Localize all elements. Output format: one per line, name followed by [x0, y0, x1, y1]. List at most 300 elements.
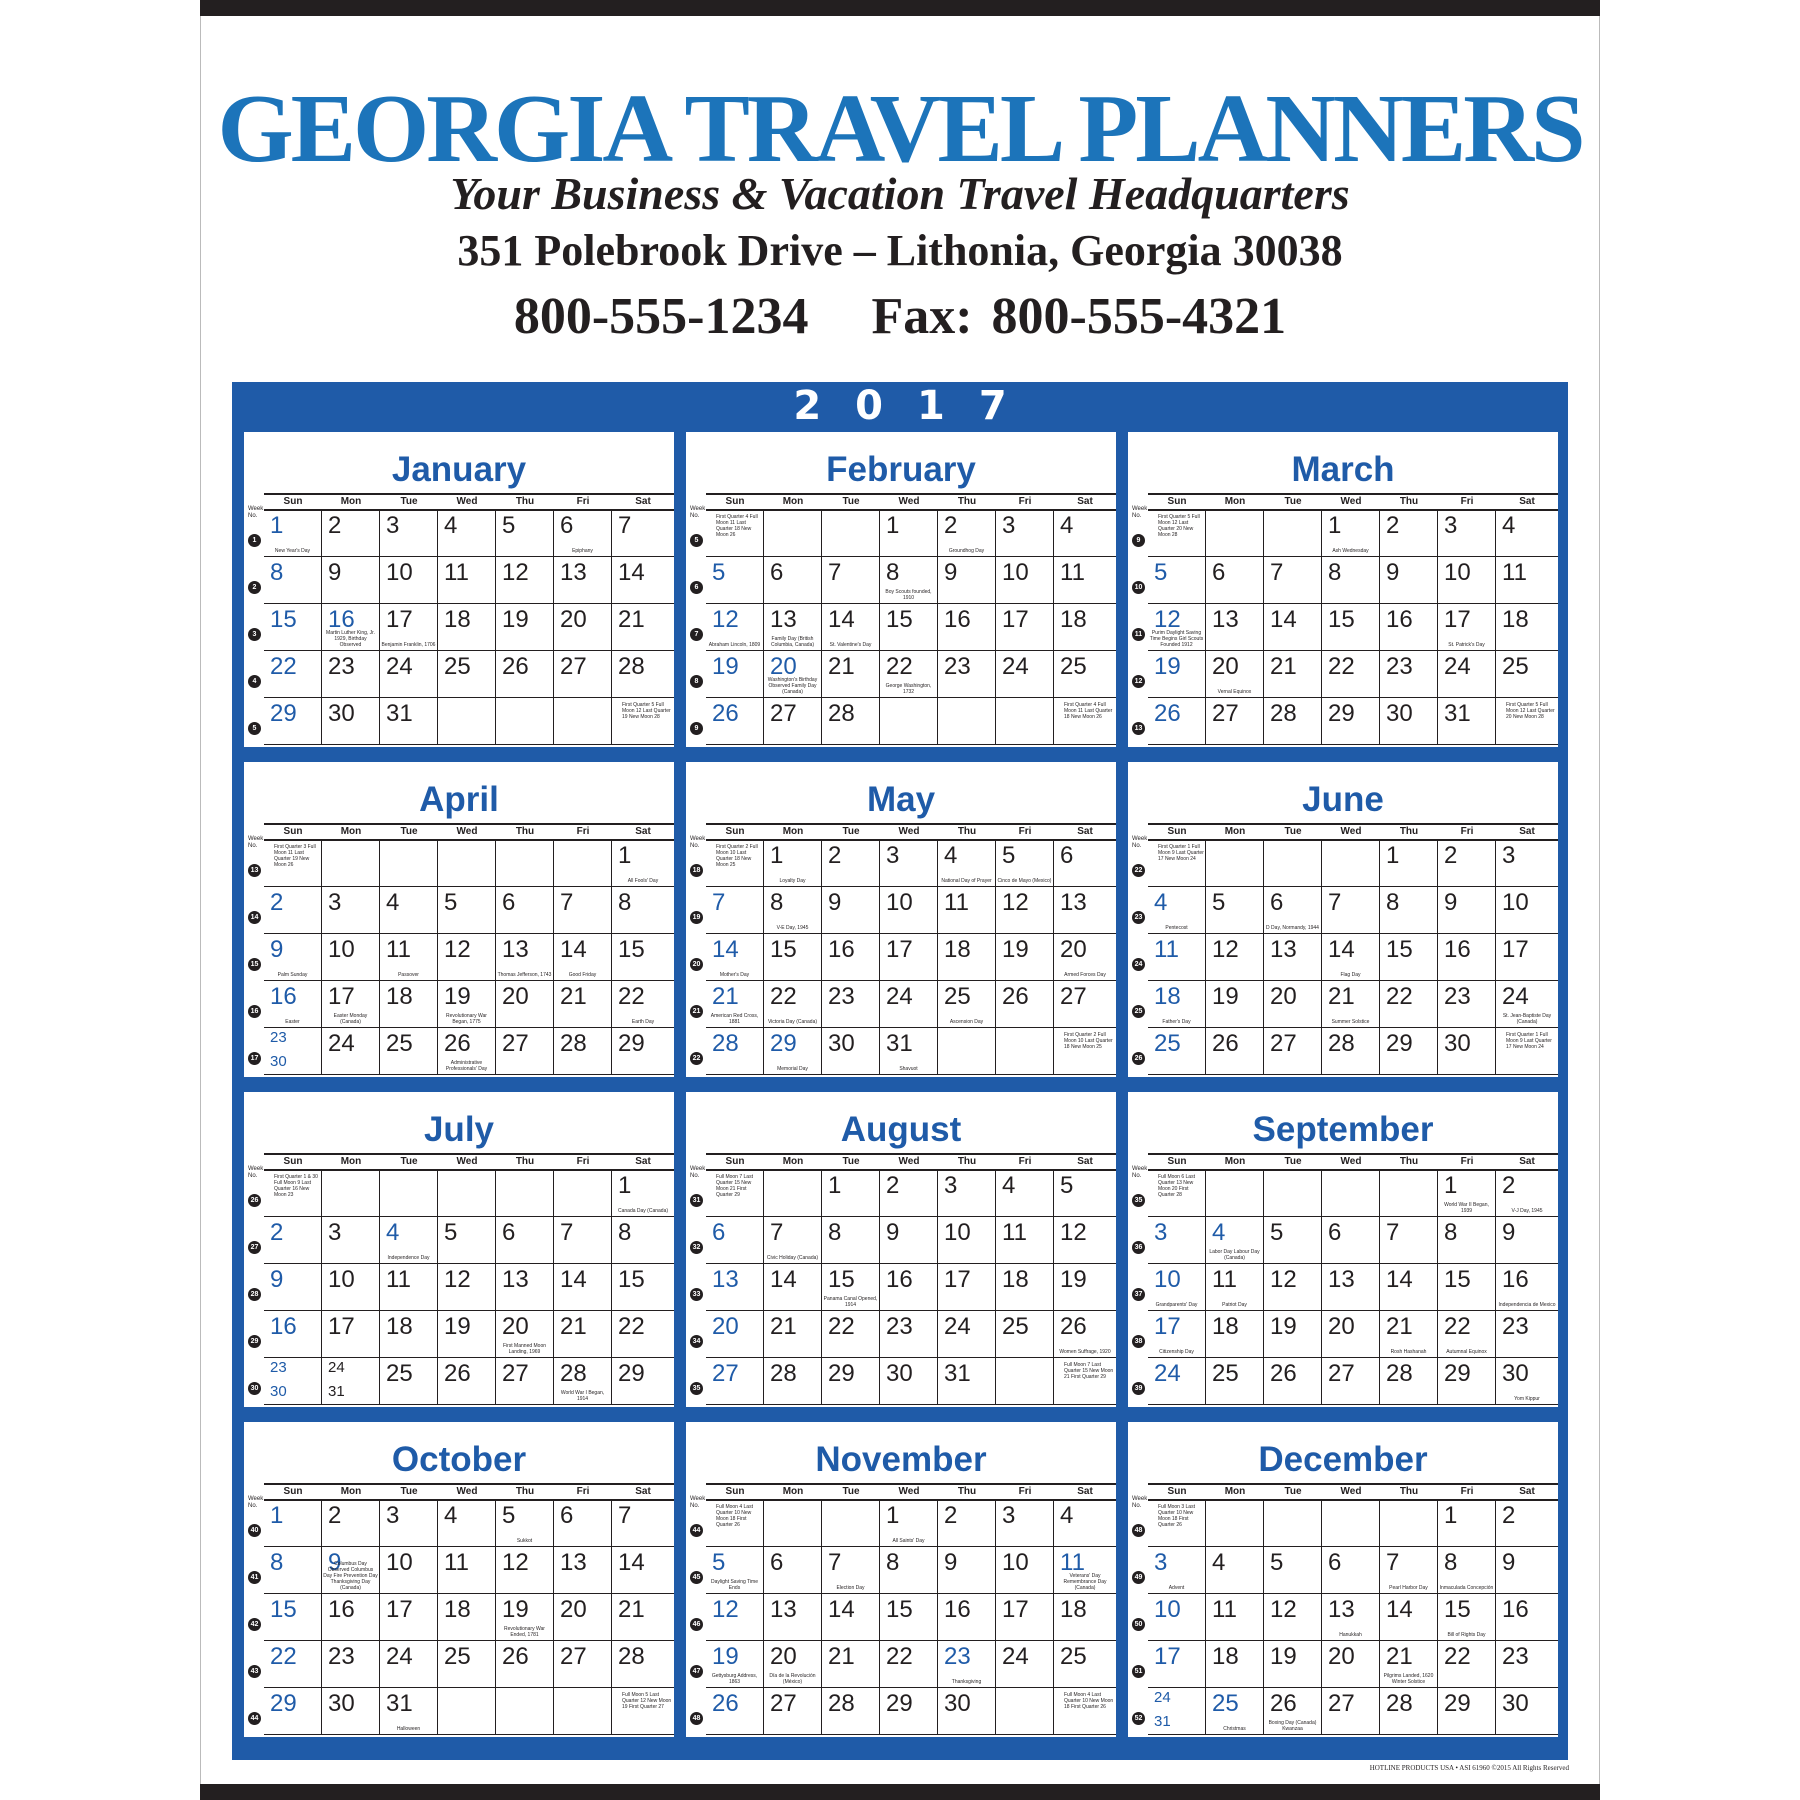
day-cell	[706, 981, 764, 1028]
day-number: 12	[444, 1266, 471, 1293]
day-cell	[264, 934, 322, 981]
day-number: 23	[328, 653, 355, 680]
moon-phases: First Quarter 3 Full Moon 11 Last Quarter 19 New Moon 26	[274, 844, 316, 868]
day-number: 18	[1212, 1643, 1239, 1670]
day-number: 13	[502, 1266, 529, 1293]
weekday-label: Fri	[576, 1486, 590, 1497]
day-number: 2	[1444, 842, 1458, 869]
day-cell	[764, 1641, 822, 1688]
day-cell	[706, 698, 764, 745]
day-number: 22	[886, 1643, 913, 1670]
day-cell	[822, 1170, 880, 1217]
holiday-note: Inmaculada Concepción	[1439, 1585, 1494, 1591]
day-number: 6	[1328, 1549, 1342, 1576]
week-number: 1	[248, 534, 261, 547]
moon-phases: Full Moon 7 Last Quarter 15 New Moon 21 First Quarter 29	[716, 1174, 753, 1198]
day-cell	[996, 1641, 1054, 1688]
day-cell	[764, 1594, 822, 1641]
day-number: 27	[770, 1690, 797, 1717]
day-cell	[938, 1358, 996, 1405]
day-cell	[496, 604, 554, 651]
day-number: 23	[944, 1643, 971, 1670]
day-cell	[938, 1264, 996, 1311]
day-cell	[380, 1311, 438, 1358]
month-october	[244, 1422, 674, 1737]
month-name: April	[419, 780, 499, 819]
day-cell	[1438, 1500, 1496, 1547]
day-cell	[1438, 840, 1496, 887]
month-april	[244, 762, 674, 1077]
day-number: 13	[770, 606, 797, 633]
holiday-note: Panama Canal Opened, 1914	[823, 1296, 878, 1308]
holiday-note: Ash Wednesday	[1332, 548, 1369, 554]
day-cell	[322, 1170, 380, 1217]
holiday-note: Veterans' Day Remembrance Day (Canada)	[1063, 1573, 1107, 1591]
day-number: 1	[270, 512, 284, 539]
day-number: 27	[1328, 1690, 1355, 1717]
day-number: 27	[1060, 983, 1087, 1010]
day-number: 3	[386, 512, 400, 539]
day-cell	[1206, 557, 1264, 604]
day-number: 3	[328, 889, 342, 916]
day-number: 24	[1002, 653, 1029, 680]
day-cell	[1496, 1028, 1558, 1075]
year-title: 2017	[793, 383, 1041, 429]
day-cell	[264, 651, 322, 698]
holiday-note: Pentecost	[1165, 925, 1188, 931]
day-number: 14	[828, 606, 855, 633]
week-number: 6	[690, 581, 703, 594]
day-number: 20	[1328, 1313, 1355, 1340]
day-number: 31	[386, 1690, 413, 1717]
day-cell	[996, 604, 1054, 651]
day-grid	[706, 510, 1116, 747]
day-cell	[706, 1594, 764, 1641]
moon-phases: Full Moon 6 Last Quarter 13 New Moon 20 First Quarter 28	[1158, 1174, 1195, 1198]
day-number: 7	[1386, 1219, 1400, 1246]
day-number: 20	[1328, 1643, 1355, 1670]
day-cell	[1206, 1217, 1264, 1264]
day-cell	[612, 698, 674, 745]
week-number: 48	[1132, 1524, 1145, 1537]
day-cell	[706, 887, 764, 934]
day-cell	[322, 604, 380, 651]
weekday-label: Wed	[1340, 1486, 1362, 1497]
day-number: 1	[886, 1502, 900, 1529]
week-number: 38	[1132, 1335, 1145, 1348]
day-number: 29	[1444, 1360, 1471, 1387]
weekday-label: Thu	[515, 1156, 535, 1167]
day-number: 27	[1328, 1360, 1355, 1387]
day-cell	[1380, 1170, 1438, 1217]
day-cell	[996, 1170, 1054, 1217]
day-number: 3	[386, 1502, 400, 1529]
day-cell	[1054, 981, 1116, 1028]
day-cell	[822, 1688, 880, 1735]
day-number: 12	[502, 1549, 529, 1576]
day-cell	[1438, 510, 1496, 557]
day-number: 10	[1444, 559, 1471, 586]
day-cell	[1206, 1500, 1264, 1547]
day-cell	[438, 1688, 496, 1735]
week-number-label: Week No.	[248, 1166, 264, 1179]
day-cell	[822, 651, 880, 698]
day-number: 16	[1444, 936, 1471, 963]
day-number: 28	[1328, 1030, 1355, 1057]
day-cell	[1264, 1170, 1322, 1217]
day-cell	[880, 840, 938, 887]
day-cell	[1054, 698, 1116, 745]
month-name: January	[391, 450, 527, 489]
day-number: 7	[712, 889, 726, 916]
day-cell	[822, 604, 880, 651]
day-cell	[1054, 1641, 1116, 1688]
day-number: 6	[502, 1219, 516, 1246]
day-cell	[996, 887, 1054, 934]
day-cell	[1148, 1264, 1206, 1311]
day-cell	[1264, 1594, 1322, 1641]
weekday-header	[264, 493, 674, 511]
day-cell	[496, 1264, 554, 1311]
day-cell	[554, 1688, 612, 1735]
holiday-note: Boy Scouts founded, 1910	[885, 589, 932, 601]
moon-phases: First Quarter 1 & 30 Full Moon 9 Last Quarter 16 New Moon 23	[274, 1174, 318, 1198]
day-number: 13	[1270, 936, 1297, 963]
holiday-note: Flag Day	[1340, 972, 1361, 978]
day-cell	[1380, 604, 1438, 651]
day-cell	[264, 840, 322, 887]
day-cell	[996, 651, 1054, 698]
month-name: February	[826, 450, 976, 489]
week-number: 37	[1132, 1288, 1145, 1301]
day-cell	[438, 934, 496, 981]
day-cell	[938, 1500, 996, 1547]
day-cell	[706, 604, 764, 651]
day-number: 1	[618, 1172, 632, 1199]
day-number: 2	[1386, 512, 1400, 539]
day-cell	[1054, 1264, 1116, 1311]
weekday-header	[1148, 493, 1558, 511]
day-cell	[764, 1028, 822, 1075]
holiday-note: Martin Luther King, Jr. 1929, Birthday Observed	[326, 630, 375, 648]
weekday-label: Fri	[576, 1156, 590, 1167]
day-cell	[880, 1547, 938, 1594]
company-name: GEORGIA TRAVEL PLANNERS	[217, 75, 1583, 183]
day-number: 20	[502, 983, 529, 1010]
holiday-note: V-J Day, 1945	[1511, 1208, 1543, 1214]
day-number: 20	[502, 1313, 529, 1340]
day-cell	[706, 840, 764, 887]
day-cell	[1496, 1594, 1558, 1641]
day-number: 12	[1212, 936, 1239, 963]
day-cell	[996, 1547, 1054, 1594]
holiday-note: Sukkot	[516, 1538, 533, 1544]
week-number: 20	[690, 958, 703, 971]
day-cell	[880, 1028, 938, 1075]
day-cell	[1322, 604, 1380, 651]
day-cell	[612, 510, 674, 557]
day-number: 12	[1002, 889, 1029, 916]
day-number: 7	[770, 1219, 784, 1246]
day-cell	[380, 510, 438, 557]
day-cell	[1496, 840, 1558, 887]
day-number: 27	[1270, 1030, 1297, 1057]
day-cell	[938, 981, 996, 1028]
day-cell	[1148, 1358, 1206, 1405]
day-number: 10	[328, 1266, 355, 1293]
day-cell	[1054, 1028, 1116, 1075]
day-cell	[1148, 981, 1206, 1028]
day-number: 13	[712, 1266, 739, 1293]
day-cell	[1380, 510, 1438, 557]
day-cell	[1206, 510, 1264, 557]
day-number: 17	[386, 1596, 413, 1623]
day-cell	[496, 1594, 554, 1641]
day-number: 25	[1212, 1690, 1239, 1717]
weekday-label: Thu	[1399, 1486, 1419, 1497]
week-number: 46	[690, 1618, 703, 1631]
weekday-label: Mon	[1224, 1486, 1246, 1497]
week-number: 9	[690, 722, 703, 735]
day-number: 30	[1444, 1030, 1471, 1057]
day-number: 16	[270, 1313, 297, 1340]
day-number: 6	[712, 1219, 726, 1246]
day-number: 11	[1212, 1266, 1237, 1293]
day-number: 24	[386, 1643, 413, 1670]
holiday-note: Boxing Day (Canada) Kwanzaa	[1268, 1720, 1317, 1732]
weekday-label: Sat	[1077, 1156, 1093, 1167]
day-number: 24	[386, 653, 413, 680]
day-cell	[706, 651, 764, 698]
day-cell	[264, 1547, 322, 1594]
day-cell	[1322, 981, 1380, 1028]
week-number-label: Week No.	[1132, 1166, 1148, 1179]
weekday-label: Fri	[1460, 496, 1474, 507]
day-number: 29	[1444, 1690, 1471, 1717]
day-number: 6	[1328, 1219, 1342, 1246]
day-cell	[612, 1594, 674, 1641]
day-cell	[264, 1500, 322, 1547]
day-number: 31	[328, 1383, 345, 1400]
day-cell	[1148, 1028, 1206, 1075]
holiday-note: Hanukkah	[1339, 1632, 1362, 1638]
day-cell	[1322, 1170, 1380, 1217]
day-cell	[1380, 557, 1438, 604]
day-cell	[380, 1688, 438, 1735]
day-cell	[554, 1358, 612, 1405]
day-cell	[822, 1641, 880, 1688]
week-number: 10	[1132, 581, 1145, 594]
day-number: 30	[328, 1690, 355, 1717]
day-number: 18	[444, 606, 471, 633]
day-cell	[880, 698, 938, 745]
day-cell	[1322, 887, 1380, 934]
week-number: 47	[690, 1665, 703, 1678]
day-cell	[380, 698, 438, 745]
holiday-note: Women Suffrage, 1920	[1059, 1349, 1111, 1355]
day-number: 26	[1270, 1690, 1297, 1717]
day-number: 4	[444, 512, 458, 539]
week-number: 36	[1132, 1241, 1145, 1254]
day-number: 5	[1154, 559, 1168, 586]
day-cell	[1322, 1500, 1380, 1547]
day-number: 7	[828, 1549, 842, 1576]
day-cell	[1148, 651, 1206, 698]
weekday-label: Sat	[1519, 496, 1535, 507]
day-number: 18	[444, 1596, 471, 1623]
day-number: 3	[1002, 1502, 1016, 1529]
week-number: 13	[248, 864, 261, 877]
day-grid	[706, 1170, 1116, 1407]
day-cell	[1264, 1028, 1322, 1075]
day-number: 18	[1002, 1266, 1029, 1293]
week-number: 49	[1132, 1571, 1145, 1584]
day-number: 22	[886, 653, 913, 680]
day-cell	[1148, 557, 1206, 604]
weekday-label: Mon	[340, 496, 362, 507]
day-number: 22	[270, 653, 297, 680]
holiday-note: Christmas	[1223, 1726, 1246, 1732]
day-number: 24	[328, 1359, 345, 1376]
day-cell	[938, 1170, 996, 1217]
day-cell	[880, 981, 938, 1028]
day-cell	[264, 1358, 322, 1405]
day-cell	[996, 1688, 1054, 1735]
day-cell	[880, 510, 938, 557]
day-cell	[996, 840, 1054, 887]
holiday-note: Good Friday	[568, 972, 597, 978]
day-cell	[880, 1264, 938, 1311]
weekday-label: Sun	[283, 826, 303, 837]
holiday-note: Labor Day Labour Day (Canada)	[1209, 1249, 1260, 1261]
bottom-border	[200, 1784, 1600, 1800]
day-number: 28	[560, 1030, 587, 1057]
day-number: 3	[1502, 842, 1516, 869]
day-number: 19	[1154, 653, 1181, 680]
week-number: 43	[248, 1665, 261, 1678]
holiday-note: Benjamin Franklin, 1706	[381, 642, 436, 648]
weekday-label: Sat	[635, 496, 651, 507]
day-number: 5	[444, 889, 458, 916]
day-cell	[996, 981, 1054, 1028]
day-number: 9	[270, 1266, 284, 1293]
day-number: 11	[1154, 936, 1179, 963]
day-number: 21	[618, 606, 645, 633]
holiday-note: Citizenship Day	[1159, 1349, 1194, 1355]
day-cell	[706, 1028, 764, 1075]
week-number: 29	[248, 1335, 261, 1348]
weekday-label: Wed	[456, 1486, 478, 1497]
day-number: 2	[328, 1502, 342, 1529]
day-number: 10	[1154, 1266, 1181, 1293]
day-number: 7	[1270, 559, 1284, 586]
day-cell	[938, 1311, 996, 1358]
holiday-note: First Manned Moon Landing, 1969	[502, 1343, 547, 1355]
day-cell	[880, 1311, 938, 1358]
day-cell	[496, 510, 554, 557]
day-number: 11	[444, 1549, 469, 1576]
day-cell	[1264, 1311, 1322, 1358]
day-cell	[880, 1358, 938, 1405]
day-number: 13	[770, 1596, 797, 1623]
week-number: 4	[248, 675, 261, 688]
weekday-header	[706, 1483, 1116, 1501]
day-number: 7	[1386, 1549, 1400, 1576]
holiday-note: Loyalty Day	[779, 878, 806, 884]
day-number: 26	[712, 1690, 739, 1717]
weekday-label: Sun	[1167, 496, 1187, 507]
day-cell	[880, 557, 938, 604]
day-cell	[322, 1311, 380, 1358]
day-cell	[1496, 1217, 1558, 1264]
day-cell	[1054, 887, 1116, 934]
holiday-note: Halloween	[396, 1726, 421, 1732]
day-number: 21	[1386, 1313, 1413, 1340]
day-cell	[264, 1594, 322, 1641]
holiday-note: Revolutionary War Began, 1775	[446, 1013, 487, 1025]
day-number: 26	[502, 653, 529, 680]
week-number: 44	[690, 1524, 703, 1537]
day-number: 15	[828, 1266, 855, 1293]
day-number: 28	[1386, 1360, 1413, 1387]
day-grid	[1148, 840, 1558, 1077]
day-cell	[380, 1358, 438, 1405]
day-number: 7	[618, 1502, 632, 1529]
day-cell	[380, 1170, 438, 1217]
weekday-label: Mon	[340, 1486, 362, 1497]
day-cell	[554, 1594, 612, 1641]
day-grid	[706, 1500, 1116, 1737]
day-cell	[1148, 1170, 1206, 1217]
week-number-label: Week No.	[248, 836, 264, 849]
holiday-note: Easter Monday (Canada)	[333, 1013, 368, 1025]
day-number: 23	[270, 1359, 287, 1376]
weekday-label: Fri	[1460, 826, 1474, 837]
day-number: 22	[1444, 1643, 1471, 1670]
holiday-note: Rosh Hashanah	[1390, 1349, 1427, 1355]
day-number: 26	[712, 700, 739, 727]
day-number: 26	[1270, 1360, 1297, 1387]
weekday-label: Sun	[1167, 826, 1187, 837]
day-cell	[264, 698, 322, 745]
day-number: 1	[886, 512, 900, 539]
day-cell	[1148, 1311, 1206, 1358]
month-march	[1128, 432, 1558, 747]
day-grid	[706, 840, 1116, 1077]
holiday-note: Pearl Harbor Day	[1389, 1585, 1428, 1591]
day-number: 1	[770, 842, 784, 869]
weekday-label: Thu	[957, 1486, 977, 1497]
day-number: 12	[1270, 1596, 1297, 1623]
holiday-note: New Year's Day	[274, 548, 311, 554]
day-number: 5	[1270, 1549, 1284, 1576]
week-number: 7	[690, 628, 703, 641]
day-cell	[764, 1547, 822, 1594]
day-cell	[764, 981, 822, 1028]
weekday-label: Wed	[1340, 1156, 1362, 1167]
week-number: 26	[248, 1194, 261, 1207]
day-number: 11	[1002, 1219, 1027, 1246]
day-number: 8	[618, 1219, 632, 1246]
day-cell	[438, 698, 496, 745]
day-cell	[322, 1641, 380, 1688]
day-number: 12	[502, 559, 529, 586]
day-number: 9	[270, 936, 284, 963]
day-cell	[938, 1688, 996, 1735]
day-cell	[996, 1500, 1054, 1547]
day-number: 19	[1270, 1313, 1297, 1340]
holiday-note: All Saints' Day	[892, 1538, 925, 1544]
